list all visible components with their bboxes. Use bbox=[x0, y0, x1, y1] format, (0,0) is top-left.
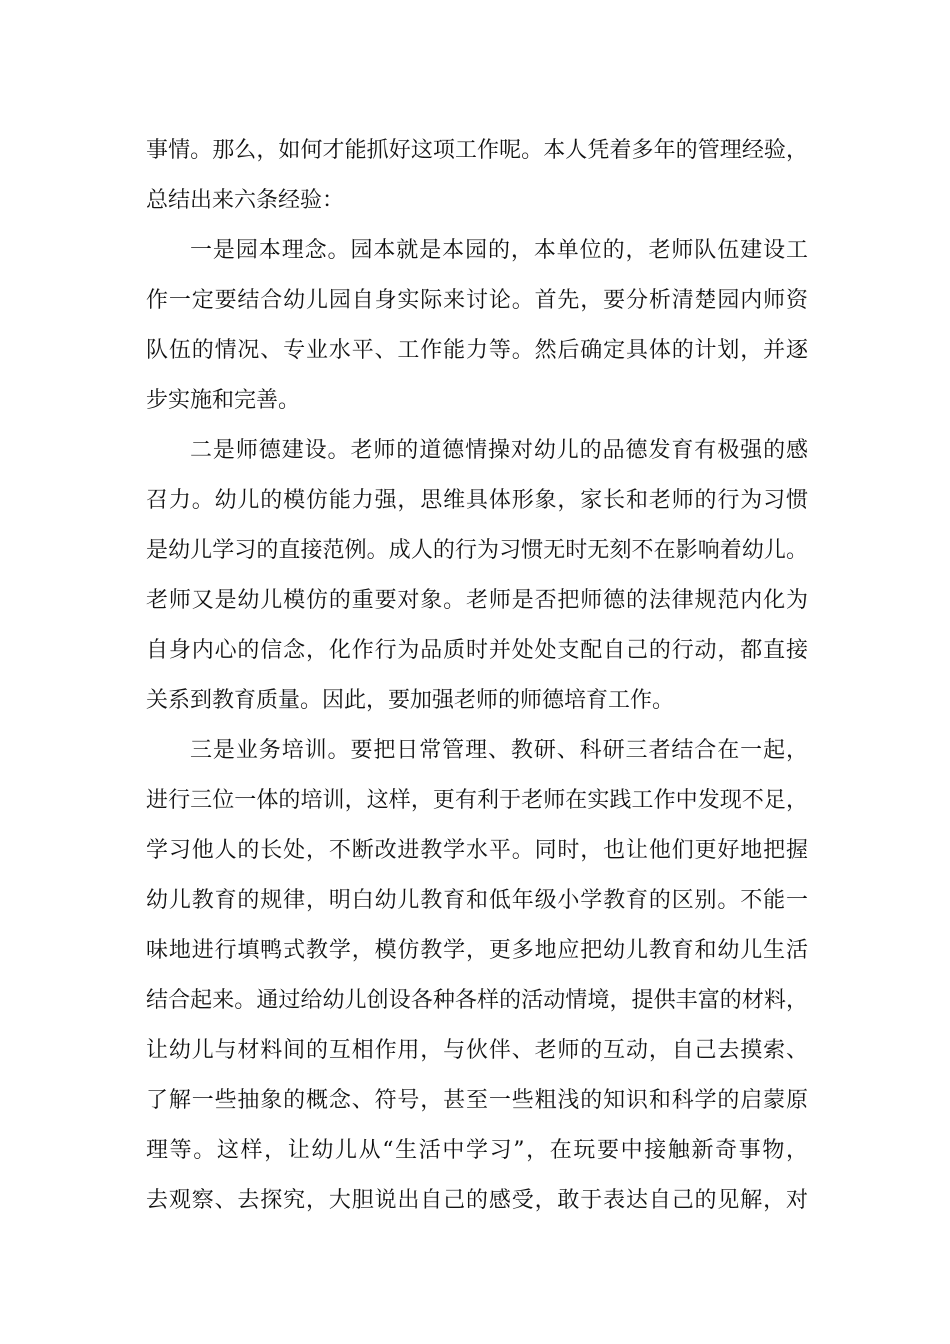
text-line: 步实施和完善。 bbox=[146, 388, 301, 413]
text-line: 了解一些抽象的概念、符号，甚至一些粗浅的知识和科学的启蒙原 bbox=[146, 1088, 808, 1113]
text-line: 作一定要结合幼儿园自身实际来讨论。首先，要分析清楚园内师资 bbox=[146, 288, 808, 313]
text-line: 结合起来。通过给幼儿创设各种各样的活动情境，提供丰富的材料， bbox=[146, 988, 808, 1013]
text-line: 自身内心的信念，化作行为品质时并处处支配自己的行动，都直接 bbox=[146, 638, 808, 663]
text-line: 三是业务培训。要把日常管理、教研、科研三者结合在一起， bbox=[190, 738, 808, 763]
text-line: 进行三位一体的培训，这样，更有利于老师在实践工作中发现不足， bbox=[146, 788, 808, 813]
text-line: 召力。幼儿的模仿能力强，思维具体形象，家长和老师的行为习惯 bbox=[146, 488, 808, 513]
document-body bbox=[146, 126, 808, 1226]
text-line: 是幼儿学习的直接范例。成人的行为习惯无时无刻不在影响着幼儿。 bbox=[146, 538, 808, 563]
text-line: 味地进行填鸭式教学，模仿教学，更多地应把幼儿教育和幼儿生活 bbox=[146, 938, 808, 963]
text-line: 去观察、去探究，大胆说出自己的感受，敢于表达自己的见解，对 bbox=[146, 1188, 808, 1213]
text-line: 一是园本理念。园本就是本园的，本单位的，老师队伍建设工 bbox=[190, 238, 808, 263]
text-line: 幼儿教育的规律，明白幼儿教育和低年级小学教育的区别。不能一 bbox=[146, 888, 808, 913]
text-line: 队伍的情况、专业水平、工作能力等。然后确定具体的计划，并逐 bbox=[146, 338, 808, 363]
text-line: 总结出来六条经验： bbox=[146, 188, 345, 213]
text-line: 让幼儿与材料间的互相作用，与伙伴、老师的互动，自己去摸索、 bbox=[146, 1038, 808, 1063]
text-line: 理等。这样，让幼儿从“生活中学习”，在玩要中接触新奇事物， bbox=[146, 1138, 808, 1163]
text-line: 老师又是幼儿模仿的重要对象。老师是否把师德的法律规范内化为 bbox=[146, 588, 808, 613]
text-line: 事情。那么，如何才能抓好这项工作呢。本人凭着多年的管理经验， bbox=[146, 138, 808, 163]
text-line: 学习他人的长处，不断改进教学水平。同时，也让他们更好地把握 bbox=[146, 838, 808, 863]
text-line: 关系到教育质量。因此，要加强老师的师德培育工作。 bbox=[146, 688, 675, 713]
text-line: 二是师德建设。老师的道德情操对幼儿的品德发育有极强的感 bbox=[190, 438, 808, 463]
